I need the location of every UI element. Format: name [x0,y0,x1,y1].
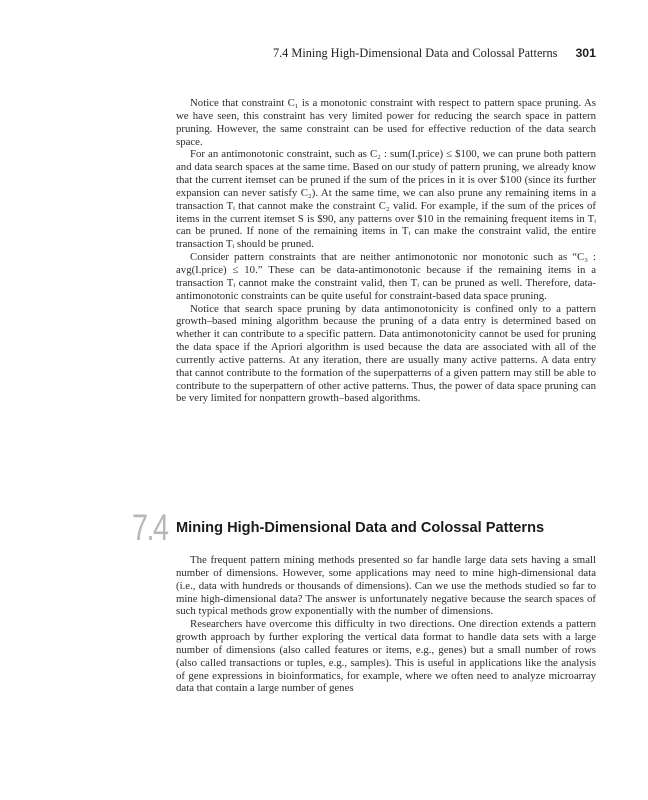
section-number: 7.4 [132,507,168,548]
section-title: Mining High-Dimensional Data and Colossal Patterns [176,520,545,536]
paragraph: Notice that constraint C₁ is a monotonic constraint with respect to pattern space pruning. As we have seen, this constraint has very limited power for reducing the search space in pattern pruning. However, the same constraint can be used for effective reduction of the data search space. [176,97,596,148]
paragraph: Researchers have overcome this difficulty in two directions. One direction extends a pattern growth approach by further exploring the vertical data format to handle data sets with a large number of dimensions (also called features or items, e.g., genes) but a small number of rows (also called transactions or tuples, e.g., samples). This is useful in applications like the analysis of gene expressions in bioinformatics, for example, where we often need to analyze microarray data that contain a large number of genes [176,618,596,695]
paragraph: Notice that search space pruning by data antimonotonicity is confined only to a pattern growth–based mining algorithm because the pruning of a data entry is determined based on whether it can contribute to a specific pattern. Data antimonotonicity cannot be used for pruning the data space if the Apriori algorithm is used because the data are associated with all of the currently active patterns. At any iteration, there are usually many active patterns. A data entry that cannot contribute to the formation of the superpatterns of a given pattern may still be able to contribute to the superpattern of other active patterns. Thus, the power of data space pruning can be very limited for nonpattern growth–based algorithms. [176,302,596,405]
body-text-top [176,97,596,405]
paragraph: For an antimonotonic constraint, such as C₂ : sum(I.price) ≤ $100, we can prune both pattern and data search spaces at the same time. Based on our study of pattern pruning, we already know that the current itemset can be pruned if the sum of the prices in it is over $100 (since its further expansion can never satisfy C₂). At the same time, we can also prune any remaining items in a transaction Tᵢ that cannot make the constraint C₂ valid. For example, if the sum of the prices of items in the current itemset S is $90, any patterns over $10 in the remaining frequent items in Tᵢ can be pruned. If none of the remaining items in Tᵢ can make the constraint valid, the entire transaction Tᵢ should be pruned. [176,148,596,251]
body-text-bottom [176,554,596,695]
running-title: 7.4 Mining High-Dimensional Data and Colossal Patterns [272,45,558,60]
paragraph: The frequent pattern mining methods presented so far handle large data sets having a small number of dimensions. However, some applications may need to mine high-dimensional data (i.e., data with hundreds or thousands of dimensions). Can we use the methods studied so far to mine high-dimensional data? The answer is unfortunately negative because the search spaces of such typical methods grow exponentially with the number of dimensions. [176,554,596,618]
page-number: 301 [575,46,596,60]
running-header [176,42,596,64]
paragraph: Consider pattern constraints that are neither antimonotonic nor monotonic such as “C₃ : avg(I.price) ≤ 10.” These can be data-antimonotonic because if the remaining items in a transaction Tᵢ cannot make the constraint valid, then Tᵢ can be pruned as well. Therefore, data-antimonotonic constraints can be quite useful for constraint-based data space pruning. [176,251,596,302]
